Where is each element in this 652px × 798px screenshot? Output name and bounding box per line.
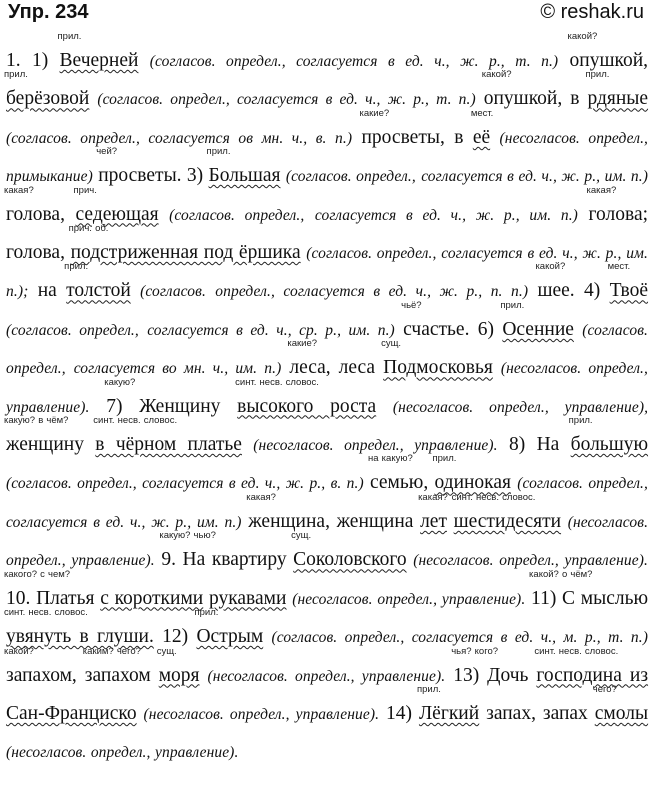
definition-word: Вечерней <box>59 50 139 71</box>
head-word: семью, <box>370 472 429 494</box>
question-tag: чьё? <box>401 299 422 311</box>
header <box>0 0 652 26</box>
pos-tag: прил. <box>194 607 219 619</box>
definition-word: смолы <box>594 702 649 724</box>
definition-note: (согласов. определ., согласуется в ед. ч., ж. р., им. п.); <box>6 245 649 301</box>
question-tag: какой? <box>4 645 34 657</box>
word-annotated <box>57 31 139 71</box>
pos-tag: прил. <box>568 415 593 427</box>
word-annotated <box>535 261 601 302</box>
pos-tag: прил. <box>500 299 525 311</box>
sentence-number: 12) <box>162 626 189 648</box>
pos-tag: синт. несв. словос. <box>235 376 319 388</box>
head-word: женщина, женщина <box>248 510 414 532</box>
definition-note: (несогласов. определ., управление). <box>413 552 648 570</box>
word-annotated <box>418 491 448 532</box>
question-tag: какие? <box>287 338 318 350</box>
word-annotated <box>4 568 95 609</box>
definition-note: (несогласов. определ., управление). <box>6 513 649 570</box>
word-annotated <box>235 376 377 417</box>
definition-word: господина из Сан-Франциско <box>6 664 649 724</box>
definition-note: (согласов. определ., согласуется в ед. ч., ж. р., им. п.) <box>6 475 649 531</box>
definition-word: большую <box>570 434 649 456</box>
question-tag: какая? <box>246 491 276 503</box>
definition-word: увянуть в глуши. <box>6 626 154 648</box>
word-annotated <box>607 261 649 302</box>
pos-tag: сущ. <box>291 530 312 542</box>
word-annotated <box>194 607 264 648</box>
word-annotated <box>4 415 84 456</box>
word-annotated <box>416 683 480 724</box>
definition-note: (согласов. определ., согласуется в ед. ч., ж. р., т. п.) <box>149 53 559 70</box>
plain-word: на <box>37 280 57 302</box>
question-tag: какую? чью? <box>159 530 216 542</box>
pos-tag: прил. <box>57 31 82 42</box>
word-annotated <box>246 491 414 532</box>
definition-word: в чёрном платье <box>95 434 242 456</box>
exercise-title: Упр. 234 <box>8 1 89 23</box>
head-word: 9. На квартиру <box>161 549 287 571</box>
word-annotated <box>451 491 562 532</box>
pos-tag: прич. <box>73 184 97 196</box>
word-annotated <box>529 568 649 609</box>
definition-note: (несогласов. определ., управление). <box>253 437 498 455</box>
word-annotated <box>381 338 493 379</box>
word-annotated <box>470 107 494 148</box>
definition-note: (согласов. определ., согласуется в ед. ч., м. р., т. п.) <box>271 629 649 647</box>
head-word: 10. Платья <box>6 587 95 609</box>
pos-tag: прил. <box>206 146 231 158</box>
word-annotated <box>567 31 649 71</box>
pos-tag: мест. <box>607 261 631 273</box>
question-tag: какого? с чем? <box>4 568 71 580</box>
word-annotated <box>96 146 204 187</box>
definition-note: (согласов. определ., <box>6 321 649 378</box>
head-word: голова, <box>6 203 65 225</box>
definition-word: толстой <box>66 280 131 302</box>
word-annotated <box>68 223 301 264</box>
definition-word: рдяные <box>587 88 649 110</box>
question-tag: какая? <box>418 491 448 503</box>
definition-note: (несогласов. определ., управление). <box>6 744 239 762</box>
word-annotated <box>481 69 580 110</box>
definition-word: Соколовского <box>293 549 407 571</box>
pos-tag: прил. <box>64 261 89 273</box>
question-tag: каким? чего? <box>82 645 141 657</box>
word-annotated <box>451 645 529 686</box>
definition-word: рукавами <box>208 587 287 609</box>
definition-word: Осенние <box>502 318 574 340</box>
head-word: 7) Женщину <box>106 395 221 417</box>
definition-word: Твоё <box>609 280 649 302</box>
head-word: просветы. 3) <box>98 165 204 187</box>
question-tag: какая? <box>4 184 34 196</box>
definition-word: берёзовой <box>6 88 90 110</box>
word-annotated <box>93 415 242 456</box>
question-tag: какая? <box>586 184 617 196</box>
site-credit: © reshak.ru <box>540 1 644 23</box>
question-tag: какие? <box>359 107 390 119</box>
definition-note: согласуется в ед. ч., ж. р., им. п.) <box>314 206 578 224</box>
definition-note: (согласов. определ., <box>285 168 416 186</box>
definition-note: определ., согласуется в ед. ч., ж. р., п. п.) <box>215 283 529 301</box>
definition-word: с короткими <box>100 587 204 609</box>
definition-note: управление). <box>6 398 90 416</box>
exercise-text <box>4 31 649 772</box>
word-annotated <box>206 146 281 187</box>
definition-note: (несогласов. определ., управление), <box>392 398 649 416</box>
sentence-number: 1. 1) <box>6 50 49 71</box>
head-word: голова; голова, <box>6 203 649 264</box>
word-annotated <box>401 299 495 340</box>
question-tag: какой? <box>567 31 598 42</box>
definition-word: одинокая <box>434 472 511 494</box>
head-word: опушкой, в <box>483 88 580 110</box>
definition-note: (согласов. определ., согласуется в ед. ч., ж. р., т. п.) <box>97 91 476 109</box>
head-word: запахом, <box>6 664 77 686</box>
word-annotated <box>568 415 649 456</box>
definition-word: лет <box>420 510 447 532</box>
definition-word: шестидесяти <box>453 510 562 532</box>
word-annotated <box>4 184 65 225</box>
definition-note: (несогласов. определ., примыкание) <box>6 129 649 186</box>
head-word: опушкой, <box>569 50 649 71</box>
question-tag: какой? <box>481 69 512 81</box>
head-word: леса, леса <box>289 357 376 379</box>
definition-note: согласуется во мн. ч., им. п.) <box>73 360 282 378</box>
definition-note: (согласов. определ., <box>6 321 139 339</box>
word-annotated <box>4 607 154 648</box>
pos-tag: прил. <box>416 683 441 695</box>
pos-tag: мест. <box>470 107 494 119</box>
definition-note: (согласов. определ., согласуется в ед. ч., ж. р., в. п.) <box>6 475 364 493</box>
definition-word: седеющая <box>75 203 159 225</box>
definition-word: Лёгкий <box>418 702 480 724</box>
pos-tag: синт. несв. словос. <box>451 491 536 503</box>
question-tag: на какую? <box>368 453 413 465</box>
pos-tag: прил. <box>432 453 457 465</box>
word-annotated <box>64 261 131 302</box>
definition-note: (согласов. определ., согласуется ов мн. ч., в. п.) <box>6 129 353 147</box>
definition-note: (несогласов. определ., управление). <box>143 705 380 723</box>
pos-tag: синт. несв. словос. <box>93 415 178 427</box>
definition-word: моря <box>158 664 200 686</box>
pos-tag: синт. несв. словос. <box>4 607 88 619</box>
head-word: шее. 4) <box>537 280 601 302</box>
word-annotated <box>359 107 464 148</box>
head-word: 11) С мыслью <box>531 587 649 609</box>
head-word: запахом <box>84 664 151 686</box>
definition-note: согласуется в ед. ч., ж. р., им. п.) <box>421 168 649 186</box>
question-tag: чья? кого? <box>451 645 499 657</box>
definition-note: (согласов. <box>140 283 206 301</box>
word-annotated <box>73 184 159 225</box>
word-annotated <box>159 530 287 571</box>
definition-word: Острым <box>196 626 264 648</box>
definition-note: (несогласов. определ., управление). <box>292 590 526 608</box>
definition-word: высокого роста <box>237 395 377 417</box>
definition-word: подстриженная под ёршика <box>70 242 301 264</box>
word-annotated <box>432 453 511 494</box>
definition-word: Подмосковья <box>383 357 493 379</box>
word-annotated <box>4 645 77 686</box>
question-tag: какой? <box>535 261 566 273</box>
pos-tag: прич. об. <box>68 223 109 235</box>
word-annotated <box>585 69 649 110</box>
word-annotated <box>368 453 429 494</box>
definition-word: её <box>472 126 491 148</box>
question-tag: чей? <box>96 146 118 158</box>
pos-tag: сущ. <box>156 645 177 657</box>
pos-tag: прил. <box>4 69 28 81</box>
head-word: запах, запах <box>486 702 588 724</box>
definition-note: (несогласов. определ., <box>500 360 649 378</box>
word-annotated <box>500 299 574 340</box>
word-annotated <box>4 69 90 110</box>
definition-note: (согласов. определ., <box>169 206 305 224</box>
sentence-number: 14) <box>386 702 413 724</box>
plain-word: 8) На <box>508 434 560 456</box>
definition-note: (несогласов. определ., управление). <box>207 667 446 685</box>
question-tag: какую? в чём? <box>4 415 69 427</box>
head-word: просветы, в <box>361 126 464 148</box>
pos-tag: синт. несв. словос. <box>534 645 619 657</box>
pos-tag: прил. <box>585 69 610 81</box>
word-annotated <box>82 645 151 686</box>
question-tag: какую? <box>104 376 136 388</box>
head-word: женщину <box>6 434 84 456</box>
word-annotated <box>104 376 221 417</box>
question-tag: какой? о чём? <box>529 568 593 580</box>
head-word: 13) Дочь <box>453 664 529 686</box>
definition-note: согласуется в ед. ч., ср. р., им. п.) <box>147 321 395 339</box>
word-annotated <box>156 645 200 686</box>
word-annotated <box>287 338 376 379</box>
head-word: счастье. 6) <box>403 318 495 340</box>
question-tag: чего? <box>592 683 617 695</box>
pos-tag: сущ. <box>381 338 402 350</box>
word-annotated <box>291 530 407 571</box>
word-annotated <box>592 683 649 724</box>
definition-word: Большая <box>208 165 281 187</box>
